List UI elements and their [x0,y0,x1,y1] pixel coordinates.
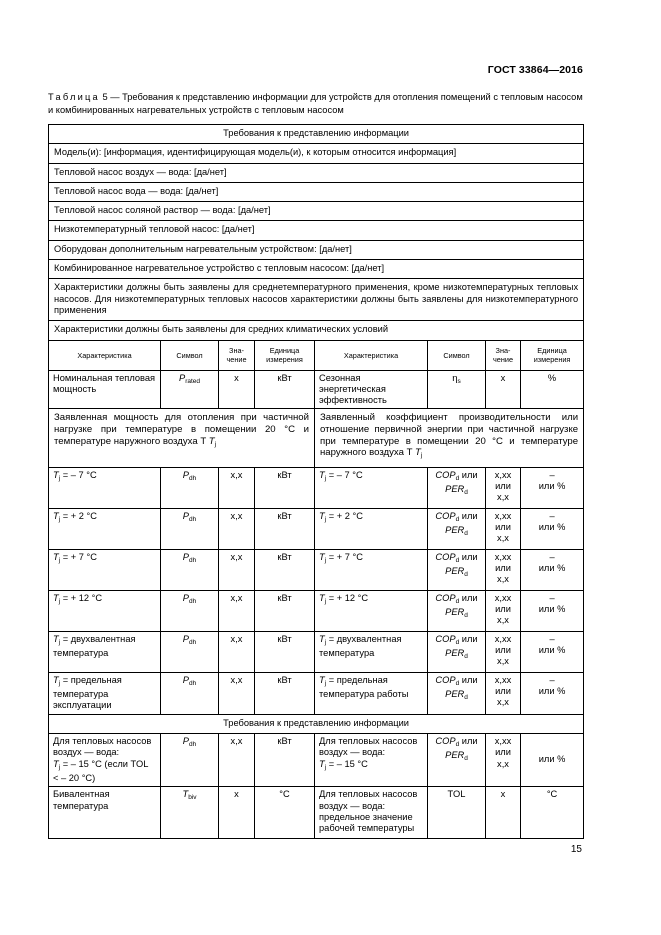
table-row [49,631,584,672]
tol-left-unit: кВт [255,734,315,787]
second-title-row: Требования к представлению информации [49,714,584,733]
info-row-air-water: Тепловой насос воздух — вода: [да/нет] [49,163,584,182]
value-right: x,xx или x,x [486,631,521,672]
condition-right: $T_j$ = двухвалентная температура [315,631,428,672]
value-right: x,xx или x,x [486,467,521,508]
condition-right: $T_j$ = предельная температура работы [315,672,428,714]
condition-left: $T_j$ = – 7 °С [49,467,161,508]
biv-left-unit: °С [255,787,315,839]
unit-left: кВт [255,672,315,714]
unit-right: – или % [521,467,584,508]
info-row-climate: Характеристики должны быть заявлены для средних климатических условий [49,321,584,340]
symbol-cop-per: $COP_d$ или $PER_d$ [428,631,486,672]
biv-right-unit: °С [521,787,584,839]
table-row [49,590,584,631]
document-header: ГОСТ 33864—2016 [487,64,583,76]
tol-right-value: x,xx или x,x [486,734,521,787]
symbol-cop-per: $COP_d$ или $PER_d$ [428,549,486,590]
symbol-cop-per: $COP_d$ или $PER_d$ [428,590,486,631]
section-right-heading: Заявленный коэффициент производительности или отношение первичной энергии при частичной нагрузке при температуре в помещении 20 °С и температуре наружного воздуха T $T_j$ [315,409,584,467]
rated-unit: кВт [255,370,315,409]
condition-right: $T_j$ = + 2 °С [315,508,428,549]
value-left: x,x [219,672,255,714]
condition-right: $T_j$ = + 12 °С [315,590,428,631]
info-row-low-temp: Низкотемпературный тепловой насос: [да/нет] [49,221,584,240]
symbol-pdh: $P_{dh}$ [161,631,219,672]
condition-left: $T_j$ = предельная температура эксплуатации [49,672,161,714]
rated-row [49,370,584,409]
rated-characteristic: Номинальная тепловая мощность [49,370,161,409]
info-row-model: Модель(и): [информация, идентифицирующая модель(и), к которым относится информация] [49,144,584,163]
table-title-row: Требования к представлению информации [49,125,584,144]
tol-left-value: x,x [219,734,255,787]
condition-left: $T_j$ = + 7 °С [49,549,161,590]
unit-left: кВт [255,549,315,590]
unit-right: – или % [521,672,584,714]
tol-right-symbol: $COP_d$ или $PER_d$ [428,734,486,787]
value-left: x,x [219,590,255,631]
table-row [49,467,584,508]
col-header-symbol: Символ [161,340,219,370]
table-row [49,508,584,549]
info-row-application: Характеристики должны быть заявлены для среднетемпературного применения, кроме низкотемпературных тепловых насосов. Для низкотемпературных тепловых насосов характеристики должны быть заявлены для низкотемпературного применения [49,279,584,321]
unit-left: кВт [255,508,315,549]
seasonal-efficiency-symbol: $\eta_s$ [428,370,486,409]
col-header-value: Зна-чение [219,340,255,370]
tol-right-unit: или % [521,734,584,787]
seasonal-efficiency-unit: % [521,370,584,409]
symbol-cop-per: $COP_d$ или $PER_d$ [428,467,486,508]
info-row-water-water: Тепловой насос вода — вода: [да/нет] [49,182,584,201]
col-header-value-right: Зна-чение [486,340,521,370]
seasonal-efficiency-characteristic: Сезонная энергетическая эффективность [315,370,428,409]
tol-left-characteristic: Для тепловых насосов воздух — вода: $T_j$ = – 15 °С (если TOL < – 20 °С) [49,734,161,787]
symbol-pdh: $P_{dh}$ [161,549,219,590]
info-row-supplementary-heater: Оборудован дополнительным нагревательным устройством: [да/нет] [49,240,584,259]
condition-left: $T_j$ = + 2 °С [49,508,161,549]
unit-left: кВт [255,631,315,672]
symbol-pdh: $P_{dh}$ [161,590,219,631]
biv-right-characteristic: Для тепловых насосов воздух — вода: предельное значение рабочей температуры [315,787,428,839]
biv-left-value: x [219,787,255,839]
table-number: 5 [102,92,108,102]
unit-right: – или % [521,508,584,549]
condition-left: $T_j$ = + 12 °С [49,590,161,631]
symbol-pdh: $P_{dh}$ [161,467,219,508]
table-caption [48,91,584,116]
table-row [49,672,584,714]
biv-right-value: x [486,787,521,839]
biv-right-symbol: TOL [428,787,486,839]
value-left: x,x [219,467,255,508]
tol-row [49,734,584,787]
info-requirements-table [48,124,584,839]
rated-value: x [219,370,255,409]
unit-right: – или % [521,631,584,672]
biv-left-characteristic: Бивалентная температура [49,787,161,839]
col-header-characteristic: Характеристика [49,340,161,370]
col-header-characteristic-right: Характеристика [315,340,428,370]
info-row-combination-heater: Комбинированное нагревательное устройство с тепловым насосом: [да/нет] [49,260,584,279]
table-row [49,549,584,590]
value-left: x,x [219,549,255,590]
value-right: x,xx или x,x [486,590,521,631]
value-left: x,x [219,508,255,549]
tol-left-symbol: $P_{dh}$ [161,734,219,787]
condition-right: $T_j$ = + 7 °С [315,549,428,590]
seasonal-efficiency-value: x [486,370,521,409]
value-left: x,x [219,631,255,672]
unit-right: – или % [521,549,584,590]
biv-row [49,787,584,839]
col-header-symbol-right: Символ [428,340,486,370]
caption-text: — Требования к представлению информации для устройств для отопления помещений с тепловым насосом и комбинированных нагревательных устройств с тепловым насосом [48,92,583,115]
value-right: x,xx или x,x [486,549,521,590]
unit-right: – или % [521,590,584,631]
value-right: x,xx или x,x [486,508,521,549]
unit-left: кВт [255,467,315,508]
section-left-heading: Заявленная мощность для отопления при частичной нагрузке при температуре в помещении 20 °С и температуре наружного воздуха T $T_j$ [49,409,315,467]
tol-right-characteristic: Для тепловых насосов воздух — вода: $T_j$ = – 15 °С [315,734,428,787]
rated-symbol: $P_{rated}$ [161,370,219,409]
symbol-cop-per: $COP_d$ или $PER_d$ [428,508,486,549]
symbol-pdh: $P_{dh}$ [161,672,219,714]
condition-left: $T_j$ = двухвалентная температура [49,631,161,672]
col-header-unit-right: Единица измерения [521,340,584,370]
section-row [49,409,584,467]
value-right: x,xx или x,x [486,672,521,714]
biv-left-symbol: $T_{biv}$ [161,787,219,839]
col-header-unit: Единица измерения [255,340,315,370]
symbol-pdh: $P_{dh}$ [161,508,219,549]
page-number: 15 [570,844,582,855]
info-row-brine-water: Тепловой насос соляной раствор — вода: [да/нет] [49,202,584,221]
condition-right: $T_j$ = – 7 °С [315,467,428,508]
symbol-cop-per: $COP_d$ или $PER_d$ [428,672,486,714]
table-label: Таблица [48,92,100,102]
unit-left: кВт [255,590,315,631]
